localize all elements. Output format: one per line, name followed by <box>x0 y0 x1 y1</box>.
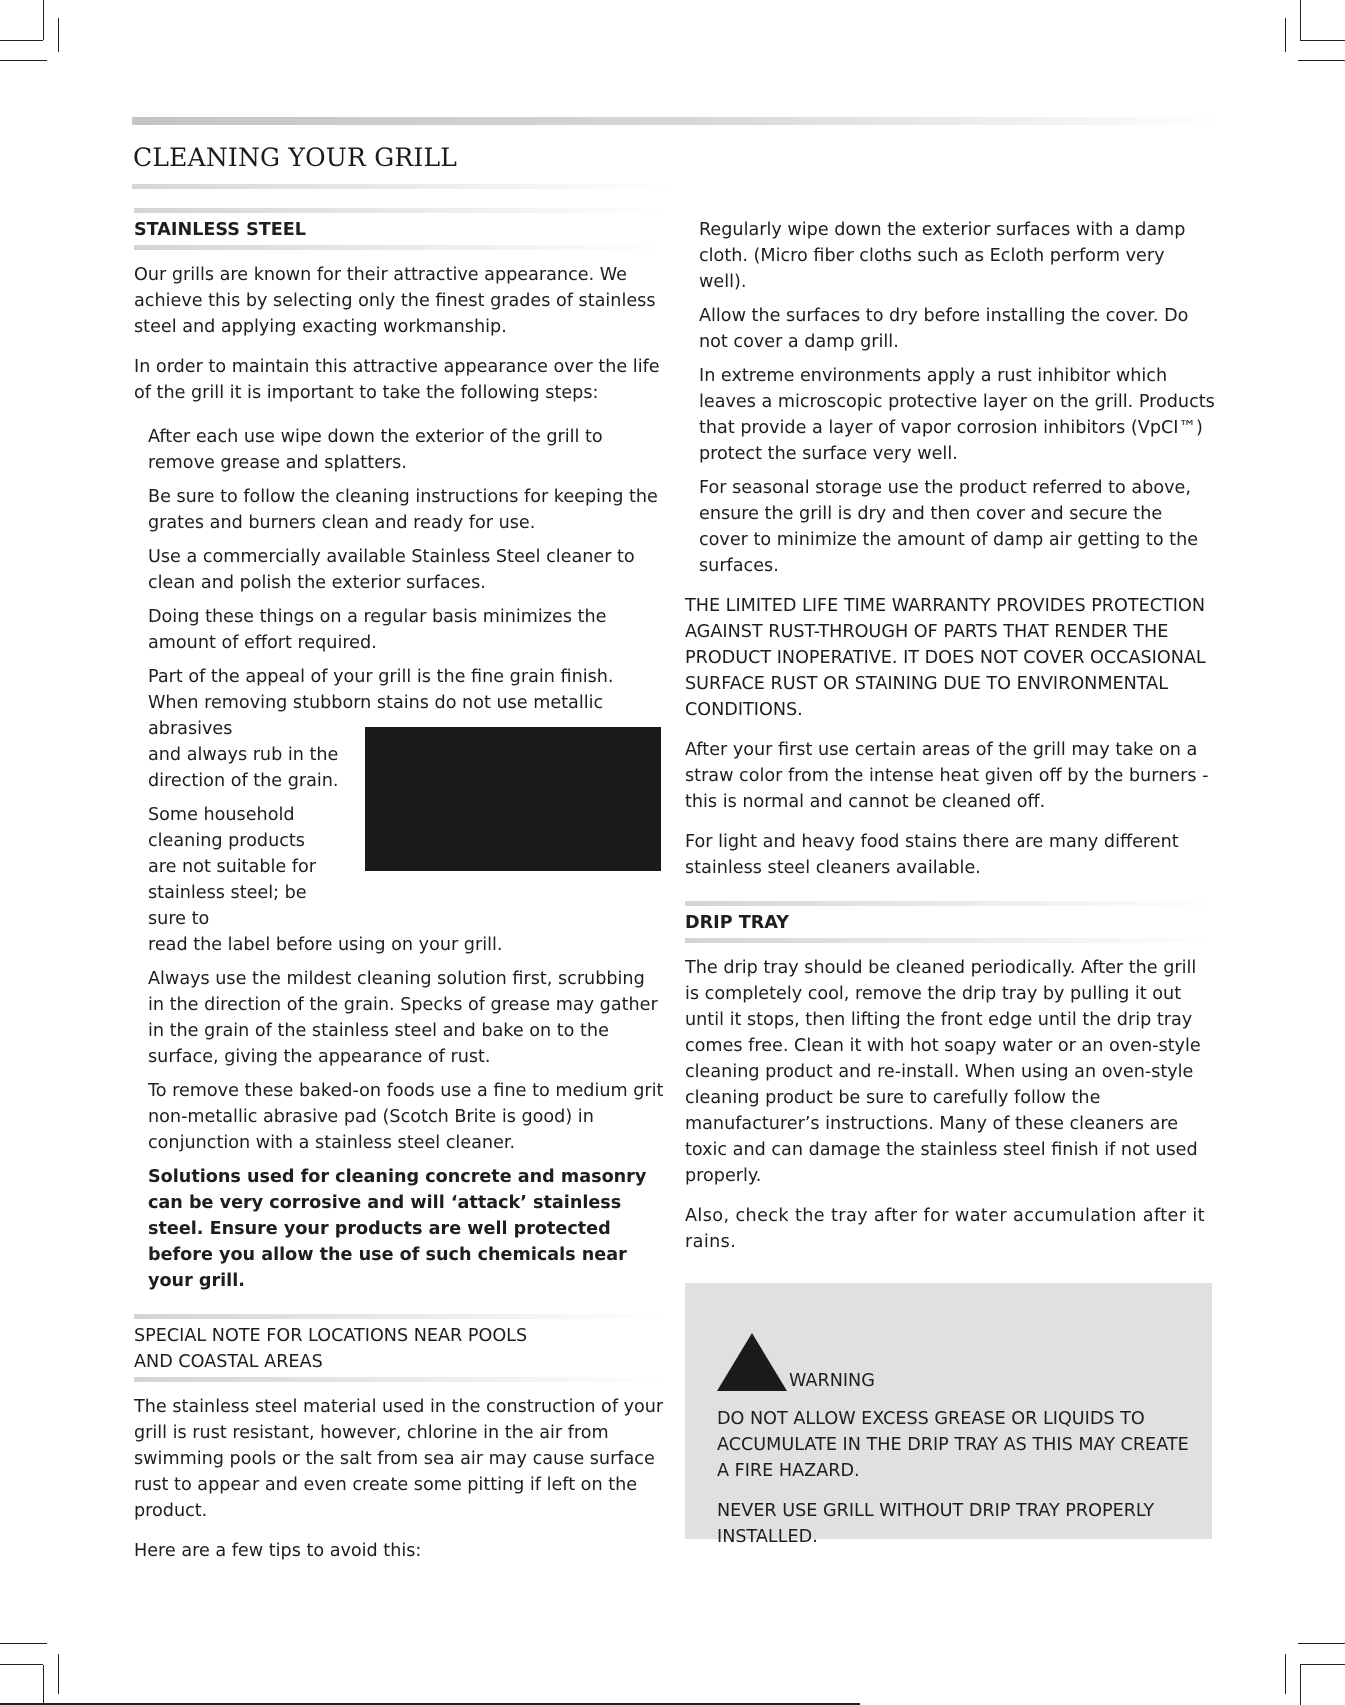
intro-paragraph: In order to maintain this attractive appearance over the life of the grill it is important to take the following steps: <box>134 357 660 403</box>
drip-tray-heading: DRIP TRAY <box>685 913 789 933</box>
cleaning-step: Be sure to follow the cleaning instructions for keeping the grates and burners clean and ready for use. <box>148 487 658 533</box>
section-rule <box>685 938 1215 943</box>
special-note-text: The stainless steel material used in the construction of your grill is rust resistant, however, chlorine in the air from swimming pools or the salt from sea air may cause surface rust to appear and even create some pitting if left on the product. <box>134 1397 664 1521</box>
straw-color-text: After your first use certain areas of the grill may take on a straw color from the intense heat given off by the burners - this is normal and cannot be cleaned off. <box>685 740 1209 812</box>
crop-mark <box>0 1664 43 1665</box>
section-rule <box>134 1377 664 1382</box>
right-column <box>685 217 1215 1269</box>
warning-header <box>717 1333 875 1391</box>
crop-mark <box>0 40 43 41</box>
crop-mark <box>1298 60 1345 61</box>
cleaning-step: To remove these baked-on foods use a fine to medium grit non-metallic abrasive pad (Scotch Brite is good) in conjunction with a stainless steel cleaner. <box>148 1081 664 1153</box>
black-image-placeholder <box>365 727 661 871</box>
food-stains-text: For light and heavy food stains there are many different stainless steel cleaners available. <box>685 832 1179 878</box>
warning-text <box>717 1406 1197 1564</box>
tips-intro: Here are a few tips to avoid this: <box>134 1541 422 1561</box>
stainless-steel-heading: STAINLESS STEEL <box>134 220 307 240</box>
top-rule <box>132 117 1222 125</box>
warning-paragraph: DO NOT ALLOW EXCESS GREASE OR LIQUIDS TO ACCUMULATE IN THE DRIP TRAY AS THIS MAY CREATE A FIRE HAZARD. <box>717 1409 1189 1481</box>
crop-mark <box>58 18 59 52</box>
section-rule <box>134 208 664 213</box>
coastal-tip: In extreme environments apply a rust inhibitor which leaves a microscopic protective layer on the grill. Products that provide a layer of vapor corrosion inhibitors (VpCI™) protect the surface very well. <box>699 366 1215 464</box>
section-rule <box>134 1314 664 1319</box>
special-note-heading-line: AND COASTAL AREAS <box>134 1352 323 1372</box>
crop-mark <box>1300 40 1345 41</box>
crop-mark <box>1298 1643 1345 1644</box>
cleaning-warning-step: Solutions used for cleaning concrete and masonry can be very corrosive and will ‘attack’ stainless steel. Ensure your products are well protected before you allow the use of such chemicals near your grill. <box>148 1167 647 1291</box>
grain-text: Part of the appeal of your grill is the fine grain finish. When removing stubborn stains do not use metallic abrasives <box>148 667 614 739</box>
crop-mark <box>1300 1664 1345 1665</box>
warning-box <box>685 1283 1212 1547</box>
intro-paragraph: Our grills are known for their attractive appearance. We achieve this by selecting only the finest grades of stainless steel and applying exacting workmanship. <box>134 265 656 337</box>
cleaning-step: Use a commercially available Stainless Steel cleaner to clean and polish the exterior surfaces. <box>148 547 635 593</box>
coastal-tip: For seasonal storage use the product referred to above, ensure the grill is dry and then cover and secure the cover to minimize the amount of damp air getting to the surfaces. <box>699 478 1199 576</box>
cleaning-step: Always use the mildest cleaning solution first, scrubbing in the direction of the grain. Specks of grease may gather in the grain of the stainless steel and bake on to the surface, giving the appearance of rust. <box>148 969 658 1067</box>
crop-mark <box>1300 0 1301 40</box>
crop-mark <box>58 1654 59 1694</box>
drip-tray-check: Also, check the tray after for water accumulation after it rains. <box>685 1206 1205 1252</box>
crop-mark <box>0 60 47 61</box>
cleaning-step: After each use wipe down the exterior of the grill to remove grease and splatters. <box>148 427 603 473</box>
warranty-text: THE LIMITED LIFE TIME WARRANTY PROVIDES PROTECTION AGAINST RUST-THROUGH OF PARTS THAT RENDER THE PRODUCT INOPERATIVE. IT DOES NOT COVER OCCASIONAL SURFACE RUST OR STAINING DUE TO ENVIRONMENTAL CONDITIONS. <box>685 596 1206 720</box>
warning-label: WARNING <box>789 1371 875 1391</box>
special-note-heading <box>134 1323 664 1375</box>
coastal-tip: Regularly wipe down the exterior surfaces with a damp cloth. (Micro fiber cloths such as Ecloth perform very well). <box>699 220 1186 292</box>
household-text: Some household cleaning products are not suitable for stainless steel; be sure to <box>148 805 316 929</box>
left-column <box>134 208 664 1578</box>
crop-mark <box>1285 1654 1286 1694</box>
crop-mark <box>1300 1665 1301 1705</box>
warning-paragraph: NEVER USE GRILL WITHOUT DRIP TRAY PROPERLY INSTALLED. <box>717 1501 1155 1547</box>
crop-mark <box>1285 18 1286 52</box>
drip-tray-text: The drip tray should be cleaned periodically. After the grill is completely cool, remove the drip tray by pulling it out until it stops, then lifting the front edge until the drip tray comes free. Clean it with hot soapy water or an oven-style cleaning product and re-install. When using an oven-style cleaning product be sure to carefully follow the manufacturer’s instructions. Many of these cleaners are toxic and can damage the stainless steel finish if not used properly. <box>685 958 1201 1186</box>
crop-mark <box>43 1665 44 1705</box>
section-rule <box>134 245 664 250</box>
crop-mark <box>43 0 44 40</box>
section-rule <box>685 901 1215 906</box>
household-text: read the label before using on your grill. <box>148 935 503 955</box>
grain-text: and always rub in the direction of the grain. <box>148 745 339 791</box>
title-rule <box>132 184 672 189</box>
warning-triangle-icon <box>717 1333 787 1391</box>
page-title: CLEANING YOUR GRILL <box>133 143 458 172</box>
coastal-tip: Allow the surfaces to dry before installing the cover. Do not cover a damp grill. <box>699 306 1189 352</box>
crop-mark <box>0 1643 47 1644</box>
special-note-heading-line: SPECIAL NOTE FOR LOCATIONS NEAR POOLS <box>134 1326 528 1346</box>
cleaning-step: Doing these things on a regular basis minimizes the amount of effort required. <box>148 607 607 653</box>
